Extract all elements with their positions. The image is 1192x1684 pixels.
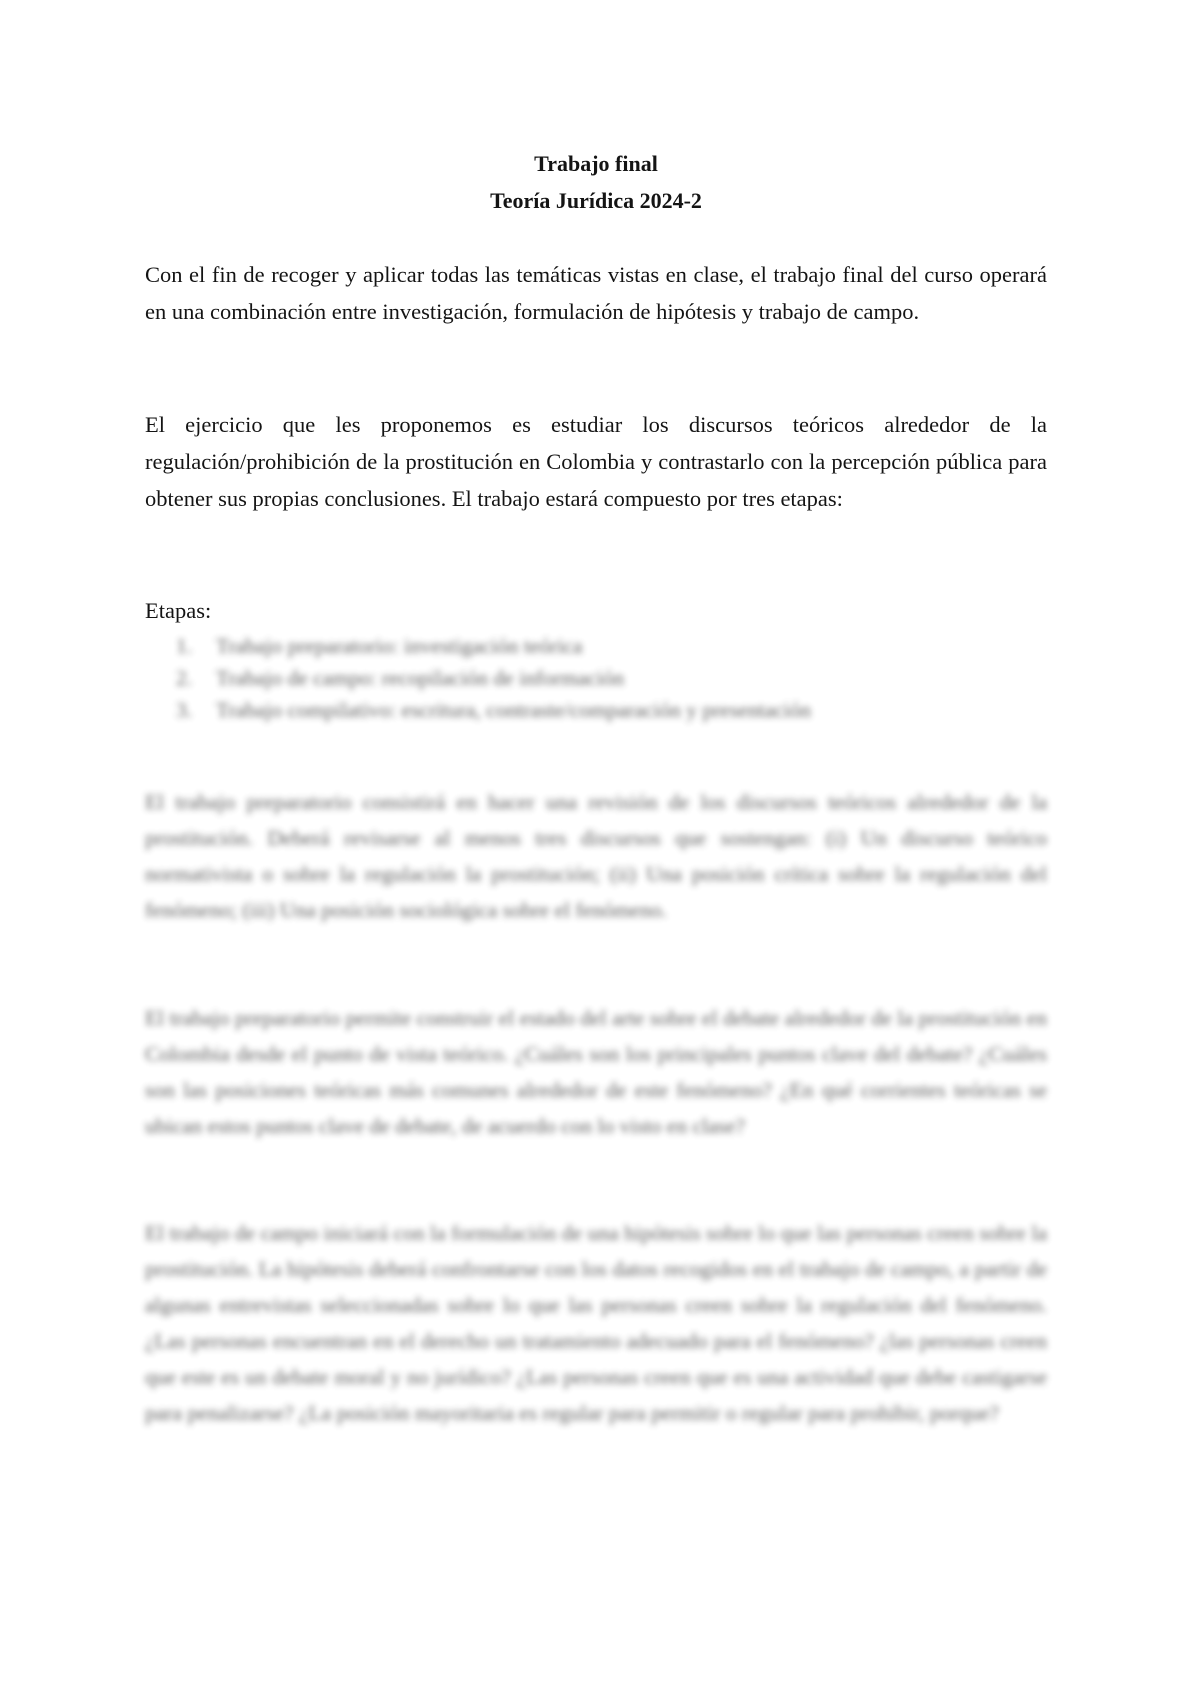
document-subtitle: Teoría Jurídica 2024-2	[490, 188, 702, 213]
stage-number: 2.	[176, 666, 193, 690]
stage-number: 1.	[176, 634, 193, 658]
fieldwork-paragraph: El trabajo de campo iniciará con la formulación de una hipótesis sobre lo que las personas creen sobre la prostitución. La hipótesis deberá confrontarse con los datos recogidos en el trabajo de campo, a partir de algunas entrevistas seleccionadas sobre lo que las personas creen sobre la regulación del fenómeno. ¿Las personas encuentran en el derecho un tratamiento adecuado para el fenómeno? ¿las personas creen que este es un debate moral y no jurídico? ¿Las personas creen que es una actividad que debe castigarse para penalizarse? ¿La posición mayoritaria es regular para permitir o regular para prohibir, porque?	[145, 1221, 1047, 1425]
title-block	[0, 145, 1192, 219]
stage-text: Trabajo de campo: recopilación de información	[216, 666, 625, 690]
stage-text: Trabajo compilativo: escritura, contraste/comparación y presentación	[216, 698, 812, 722]
document-title: Trabajo final	[534, 151, 658, 176]
state-of-art-paragraph: El trabajo preparatorio permite construir el estado del arte sobre el debate alrededor de la prostitución en Colombia desde el punto de vista teórico. ¿Cuáles son los principales puntos clave del debate? ¿Cuáles son las posiciones teóricas más comunes alrededor de este fenómeno? ¿En qué corrientes teóricas se ubican estos puntos clave de debate, de acuerdo con lo visto en clase?	[145, 1006, 1047, 1138]
stage-item	[176, 694, 1036, 726]
stages-list	[176, 630, 1036, 726]
stage-text: Trabajo preparatorio: investigación teórica	[216, 634, 583, 658]
stage-item	[176, 662, 1036, 694]
stage-item	[176, 630, 1036, 662]
preparatory-paragraph: El trabajo preparatorio consistirá en hacer una revisión de los discursos teóricos alrededor de la prostitución. Deberá revisarse al menos tres discursos que sostengan: (i) Un discurso teórico normativista o sobre la regulación la prostitución; (ii) Una posición crítica sobre la regulación del fenómeno; (iii) Una posición sociológica sobre el fenómeno.	[145, 790, 1047, 922]
exercise-paragraph: El ejercicio que les proponemos es estudiar los discursos teóricos alrededor de la regulación/prohibición de la prostitución en Colombia y contrastarlo con la percepción pública para obtener sus propias conclusiones. El trabajo estará compuesto por tres etapas:	[145, 412, 1047, 511]
stages-label: Etapas:	[145, 598, 212, 623]
stage-number: 3.	[176, 698, 193, 722]
intro-paragraph: Con el fin de recoger y aplicar todas las temáticas vistas en clase, el trabajo final del curso operará en una combinación entre investigación, formulación de hipótesis y trabajo de campo.	[145, 262, 1047, 324]
